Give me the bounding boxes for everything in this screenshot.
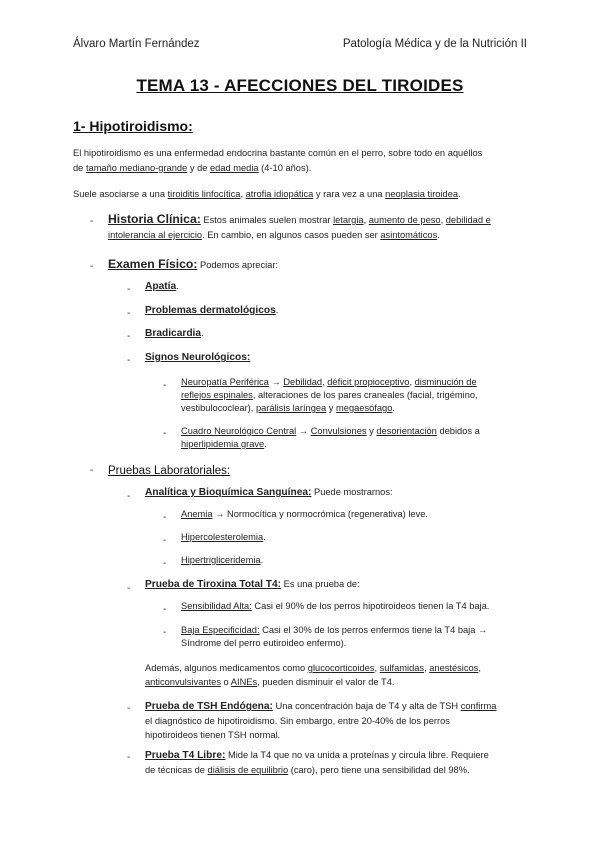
intro-text: El hipotiroidismo es una enfermedad endocrina bastante común en el perro, sobre todo en aquéllos <box>73 148 483 158</box>
intro-term: neoplasia tiroidea <box>385 189 459 199</box>
t4-libre-label: Prueba T4 Libre: <box>145 750 226 761</box>
t4-item-especificidad <box>181 624 526 650</box>
header-author: Álvaro Martín Fernández <box>73 38 200 50</box>
historia-term: asintomáticos <box>380 230 438 240</box>
t4-text: Además, algunos medicamentos como <box>145 663 308 673</box>
tsh-text: Una concentración baja de T4 y alta de TSH <box>272 701 461 711</box>
tsh-block <box>145 699 530 742</box>
neuro-term: Neuropatía Periférica <box>181 377 269 387</box>
neuro-text: , alteraciones de los pares craneales (facial, trigémino, <box>252 390 478 400</box>
intro-term: tiroiditis linfocítica <box>167 189 241 199</box>
t4-libre-text: Mide la T4 que no va unida a proteínas y circula libre. Requiere <box>225 750 489 760</box>
bullet-dash: - <box>127 284 131 295</box>
intro-text: y rara vez a una <box>313 189 386 199</box>
neuro-term: déficit propioceptivo <box>327 377 410 387</box>
analitica-dot: . <box>260 555 264 565</box>
intro-text: de <box>73 162 86 173</box>
bullet-dash: - <box>127 583 131 594</box>
arrow-icon: → <box>296 426 311 436</box>
bullet-dash: - <box>163 512 167 523</box>
analitica-term: Hipertrigliceridemia <box>181 555 261 565</box>
bullet-dash: - <box>163 380 167 391</box>
neuro-text: , <box>322 377 328 387</box>
t4-libre-block <box>145 748 530 777</box>
t4-text: , <box>374 663 380 673</box>
examen-fisico-block <box>108 257 278 271</box>
t4-term: Baja Especificidad: <box>181 625 260 635</box>
intro-term: atrofia idiopática <box>245 189 314 199</box>
analitica-text: Puede mostrarnos: <box>311 487 393 497</box>
analitica-block <box>145 487 393 498</box>
examen-dot: . <box>176 281 179 291</box>
examen-dot: . <box>201 328 204 338</box>
neuro-term: Cuadro Neurológico Central <box>181 426 297 436</box>
historia-term: aumento de peso <box>368 215 441 225</box>
intro-paragraph-1 <box>73 146 533 175</box>
bullet-dash: - <box>127 752 131 763</box>
bullet-dash: - <box>90 216 94 227</box>
t4-libre-text: de técnicas de <box>145 765 208 775</box>
examen-fisico-label: Examen Físico: <box>108 257 198 271</box>
neuro-term: Debilidad <box>283 377 323 387</box>
t4-text: Casi el 30% de los perros enfermos tiene la T4 baja → <box>259 625 488 635</box>
neuro-term: Convulsiones <box>310 426 367 436</box>
examen-item-label: Signos Neurológicos: <box>145 352 251 363</box>
examen-item-dermatologicos <box>145 305 278 316</box>
t4-text: , pueden disminuir el valor de T4. <box>257 677 395 687</box>
header-subject: Patología Médica y de la Nutrición II <box>342 38 527 50</box>
historia-text: . En cambio, en algunos casos pueden ser <box>202 230 381 240</box>
t4-text: , <box>424 663 430 673</box>
tsh-text: el diagnóstico de hipotiroidismo. Sin embargo, entre 20-40% de los perros <box>145 716 450 726</box>
t4-term: AINEs <box>230 677 258 687</box>
section-heading: 1- Hipotiroidismo: <box>73 118 193 134</box>
pruebas-label: Pruebas Laboratoriales: <box>108 465 231 477</box>
bullet-dash: - <box>163 535 167 546</box>
neuro-central-block <box>181 425 521 451</box>
bullet-dash: - <box>127 703 131 714</box>
bullet-dash: - <box>127 331 131 342</box>
bullet-dash: - <box>163 627 167 638</box>
intro-term: edad media <box>210 162 259 173</box>
neuro-text: vestibulococlear), <box>181 403 256 413</box>
examen-dot: . <box>275 305 279 315</box>
t4-term: anestésicos <box>429 663 479 673</box>
neuro-text: , <box>409 377 415 387</box>
examen-item-label: Apatía <box>145 281 177 292</box>
bullet-dash: - <box>163 604 167 615</box>
neuro-term: megaesófago <box>336 403 393 413</box>
analitica-term: Anemia <box>181 509 213 519</box>
bullet-dash: - <box>163 558 167 569</box>
bullet-dash: - <box>163 428 167 439</box>
neuro-text: . <box>392 403 395 413</box>
analitica-text: → Normocítica y normocrómica (regenerativa) leve. <box>212 509 428 519</box>
t4-term: Sensibilidad Alta: <box>181 601 252 611</box>
intro-text: (4-10 años). <box>258 162 312 173</box>
neuro-term: desorientación <box>376 426 437 436</box>
tsh-term: confirma <box>460 701 497 711</box>
neuro-periferica-block <box>181 376 521 415</box>
examen-item-label: Bradicardia <box>145 328 202 339</box>
tsh-label: Prueba de TSH Endógena: <box>145 701 273 712</box>
bullet-dash: - <box>127 491 131 502</box>
bullet-dash: - <box>127 355 131 366</box>
pruebas-block <box>108 461 230 479</box>
neuro-text: . <box>264 439 267 449</box>
t4-item-sensibilidad <box>181 601 489 611</box>
bullet-dash: - <box>127 308 131 319</box>
analitica-item-trigliceridos <box>181 555 263 565</box>
neuro-term: disminución de <box>414 377 477 387</box>
t4-libre-term: diálisis de equilibrio <box>207 765 289 775</box>
t4-block <box>145 579 360 590</box>
historia-clinica-block <box>108 212 528 243</box>
bullet-dash: - <box>90 261 94 272</box>
examen-item-neurologicos <box>145 352 250 363</box>
historia-text: Estos animales suelen mostrar <box>200 215 334 225</box>
intro-text: , <box>240 189 246 199</box>
bullet-dash: - <box>90 465 94 476</box>
analitica-term: Hipercolesterolemia <box>181 532 264 542</box>
t4-text: , <box>478 663 481 673</box>
analitica-item-anemia <box>181 509 428 519</box>
page-title: TEMA 13 - AFECCIONES DEL TIROIDES <box>136 76 464 95</box>
historia-term: letargia <box>333 215 364 225</box>
intro-text: . <box>458 189 461 199</box>
t4-label: Prueba de Tiroxina Total T4: <box>145 579 282 590</box>
tsh-text: hipotiroideos tienen TSH normal. <box>145 730 281 740</box>
t4-text: Síndrome del perro eutiroideo enfermo). <box>181 638 347 648</box>
historia-text: . <box>437 230 440 240</box>
neuro-term: parálisis laríngea <box>255 403 327 413</box>
analitica-dot: . <box>263 532 266 542</box>
intro-text: Suele asociarse a una <box>73 189 168 199</box>
examen-item-label: Problemas dermatológicos <box>145 305 276 316</box>
arrow-icon: → <box>268 377 284 387</box>
t4-medicamentos <box>145 661 525 689</box>
neuro-term: hiperlipidemia grave <box>181 439 265 449</box>
historia-text: , <box>363 215 369 225</box>
neuro-text: debidos a <box>436 426 480 436</box>
t4-term: glucocorticoides <box>307 663 375 673</box>
neuro-text: y <box>366 426 377 436</box>
t4-term: anticonvulsivantes <box>145 677 221 687</box>
examen-item-apatia <box>145 281 179 292</box>
examen-item-bradicardia <box>145 328 204 339</box>
analitica-item-colesterol <box>181 532 266 542</box>
t4-text: o <box>220 677 231 687</box>
t4-term: sulfamidas <box>379 663 425 673</box>
intro-paragraph-2 <box>73 187 533 202</box>
t4-text: Es una prueba de: <box>281 579 360 589</box>
t4-text: Casi el 90% de los perros hipotiroideos tienen la T4 baja. <box>251 601 490 611</box>
analitica-label: Analítica y Bioquímica Sanguínea: <box>145 487 312 498</box>
intro-text: y de <box>187 162 210 173</box>
historia-term: intolerancia al ejercicio <box>108 230 203 240</box>
historia-term: debilidad e <box>445 215 491 225</box>
historia-clinica-label: Historia Clínica: <box>108 212 201 226</box>
t4-libre-text: (caro), pero tiene una sensibilidad del 98%. <box>288 765 470 775</box>
neuro-text: y <box>326 403 337 413</box>
intro-term: tamaño mediano-grande <box>85 162 188 173</box>
neuro-term: reflejos espinales <box>181 390 253 400</box>
historia-text: , <box>440 215 446 225</box>
examen-text: Podemos apreciar: <box>197 260 279 270</box>
